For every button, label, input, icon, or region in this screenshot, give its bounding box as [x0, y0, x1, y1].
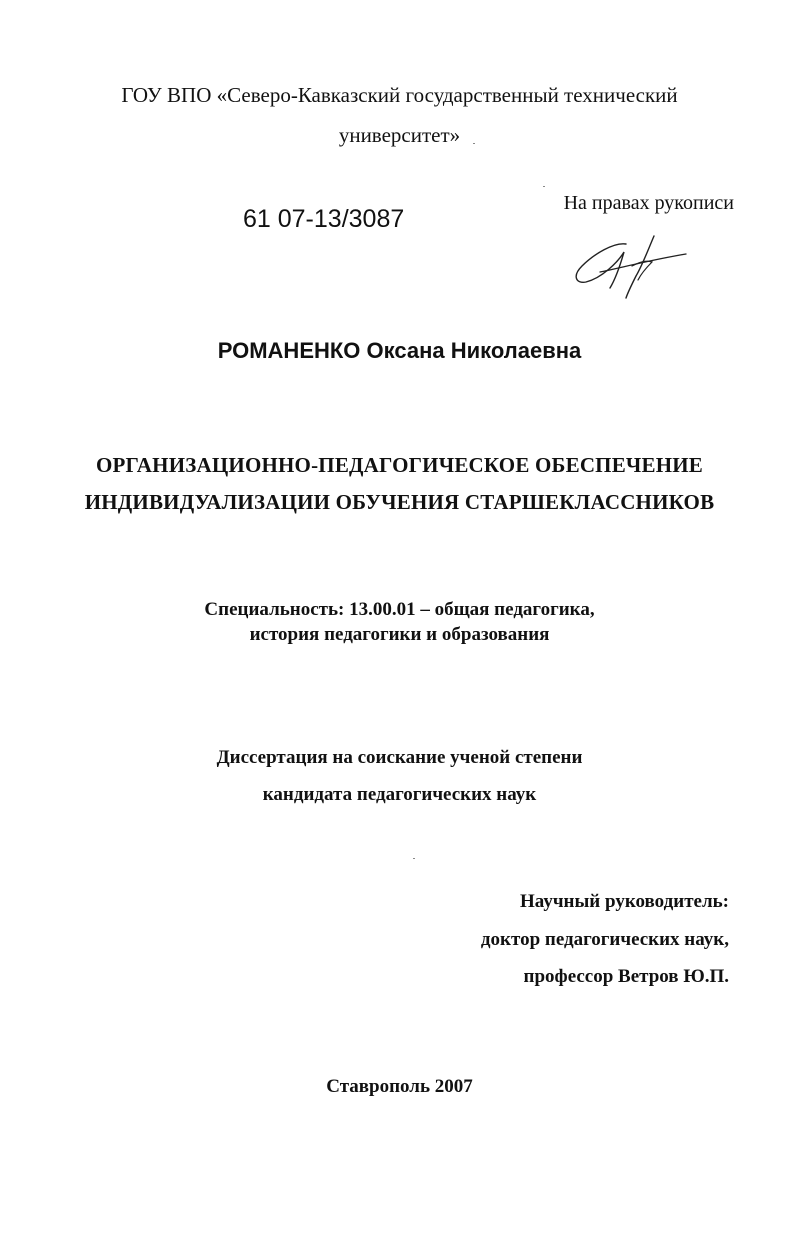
organization-line-1: ГОУ ВПО «Северо-Кавказский государственный технический	[121, 83, 678, 107]
dissertation-title-line-1: ОРГАНИЗАЦИОННО-ПЕДАГОГИЧЕСКОЕ ОБЕСПЕЧЕНИЕ	[95, 453, 704, 477]
supervisor-name: профессор Ветров Ю.П.	[523, 966, 729, 987]
manuscript-rights-label: На правах рукописи	[563, 192, 734, 214]
scan-speck	[473, 143, 475, 144]
scan-speck	[413, 858, 415, 859]
author-name: РОМАНЕНКО Оксана Николаевна	[217, 338, 582, 363]
organization-line-2: университет»	[338, 123, 461, 147]
degree-line-2: кандидата педагогических наук	[262, 784, 537, 805]
archive-code: 61 07-13/3087	[243, 205, 405, 233]
supervisor-label: Научный руководитель:	[520, 891, 729, 912]
specialty-line-2: история педагогики и образования	[249, 624, 550, 645]
signature-icon	[570, 232, 690, 300]
supervisor-degree: доктор педагогических наук,	[480, 929, 729, 950]
city-year: Ставрополь 2007	[326, 1076, 473, 1097]
dissertation-title-line-2: ИНДИВИДУАЛИЗАЦИИ ОБУЧЕНИЯ СТАРШЕКЛАССНИКОВ	[84, 490, 715, 514]
scan-speck	[543, 186, 545, 187]
degree-line-1: Диссертация на соискание ученой степени	[216, 747, 583, 768]
specialty-line-1: Специальность: 13.00.01 – общая педагогика,	[204, 599, 595, 620]
